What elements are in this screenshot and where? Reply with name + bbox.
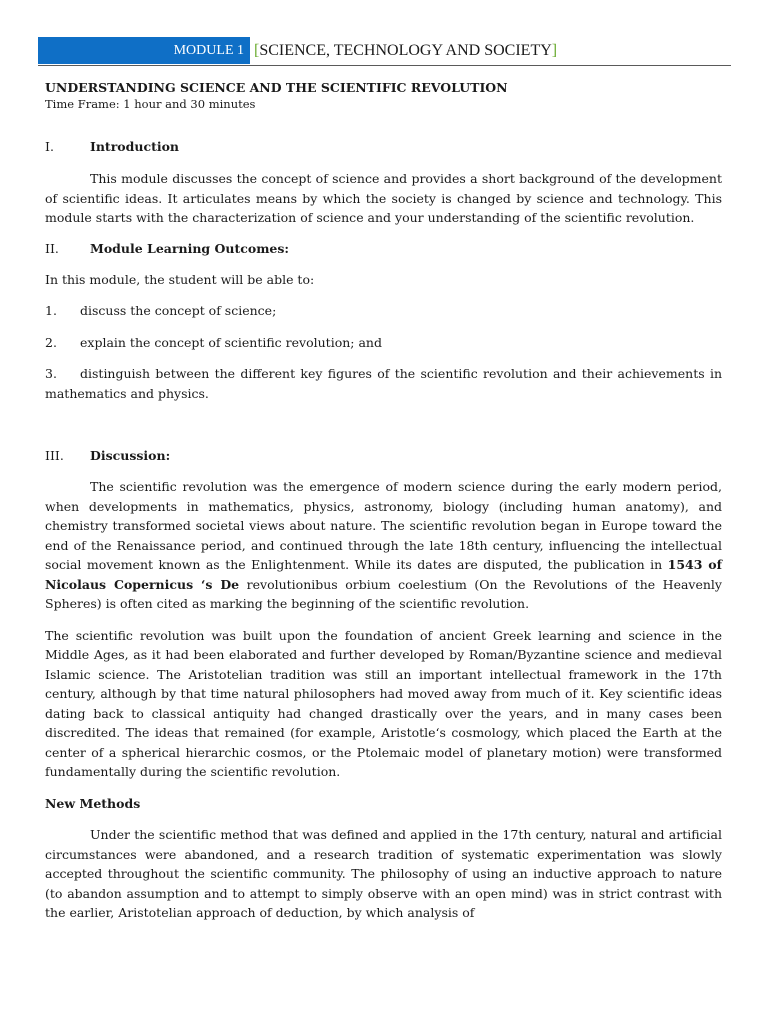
- section-heading-outcomes: [45, 240, 722, 258]
- item-text: explain the concept of scientific revolution; and: [80, 334, 382, 350]
- paragraph-text: The scientific revolution was the emergence of modern science during the early modern period, when developments in mathematics, physics, astronomy, biology (including human anatomy), and chemistry transformed societal views about nature. The scientific revolution began in Europe toward the end of the Renaissance period, and continued through the late 18th century, influencing the intellectual social movement known as the Enlightenment. While its dates are disputed, the publication in: [45, 479, 722, 572]
- introduction-paragraph: This module discusses the concept of science and provides a short background of the development of scientific ideas. It articulates means by which the society is changed by science and technology. This module starts with the characterization of science and your understanding of the scientific revolution.: [45, 171, 722, 225]
- outcomes-lead: In this module, the student will be able to:: [45, 271, 315, 287]
- subject-title-text: SCIENCE, TECHNOLOGY AND SOCIETY: [259, 42, 552, 59]
- section-title: Introduction: [90, 139, 180, 154]
- section-number: II.: [45, 240, 59, 256]
- item-text: discuss the concept of science;: [80, 303, 277, 318]
- outcome-item: [45, 364, 722, 403]
- section-heading-discussion: [45, 447, 722, 465]
- module-label-box: [38, 37, 250, 64]
- section-number: I.: [45, 139, 54, 154]
- close-bracket: ]: [551, 42, 558, 59]
- item-number: 3.: [45, 366, 57, 381]
- module-label: MODULE 1: [173, 43, 244, 58]
- document-body: [45, 79, 722, 923]
- paragraph-text: revolutionibus orbium coelestium (On the Revolutions of the Heavenly Spheres) is often cited as marking the beginning of the scientific revolution.: [45, 576, 722, 611]
- open-bracket: [: [254, 42, 260, 59]
- outcome-item: [45, 301, 722, 321]
- section-heading-introduction: [45, 138, 722, 156]
- section-title: Discussion:: [90, 448, 171, 463]
- subject-title: [254, 37, 557, 64]
- section-number: III.: [45, 448, 64, 463]
- new-methods-heading: New Methods: [45, 795, 141, 811]
- item-number: 1.: [45, 303, 57, 318]
- highlighted-reference: 1543 of Nicolaus Copernicus ‘s De: [45, 557, 723, 592]
- discussion-paragraph-2: The scientific revolution was built upon the foundation of ancient Greek learning and science in the Middle Ages, as it had been elaborated and further developed by Roman/Byzantine science and medieval Islamic science. The Aristotelian tradition was still an important intellectual framework in the 17th century, although by that time natural philosophers had moved away from much of it. Key scientific ideas dating back to classical antiquity had changed drastically over the years, and in many cases been discredited. The ideas that remained (for example, Aristotle‘s cosmology, which placed the Earth at the center of a spherical hierarchic cosmos, or the Ptolemaic model of planetary motion) were transformed fundamentally during the scientific revolution.: [45, 627, 722, 779]
- outcome-item: [45, 333, 722, 353]
- document-title: UNDERSTANDING SCIENCE AND THE SCIENTIFIC REVOLUTION: [45, 80, 508, 95]
- section-title: Module Learning Outcomes:: [90, 240, 290, 256]
- page-header: [38, 37, 731, 66]
- discussion-paragraph-1: [45, 477, 722, 614]
- item-text: distinguish between the different key figures of the scientific revolution and their achievements in mathematics and physics.: [45, 366, 722, 401]
- item-number: 2.: [45, 334, 57, 350]
- time-frame: Time Frame: 1 hour and 30 minutes: [45, 97, 256, 111]
- new-methods-paragraph: Under the scientific method that was defined and applied in the 17th century, natural and artificial circumstances were abandoned, and a research tradition of systematic experimentation was slowly accepted throughout the scientific community. The philosophy of using an inductive approach to nature (to abandon assumption and to attempt to simply observe with an open mind) was in strict contrast with the earlier, Aristotelian approach of deduction, by which analysis of: [45, 827, 722, 920]
